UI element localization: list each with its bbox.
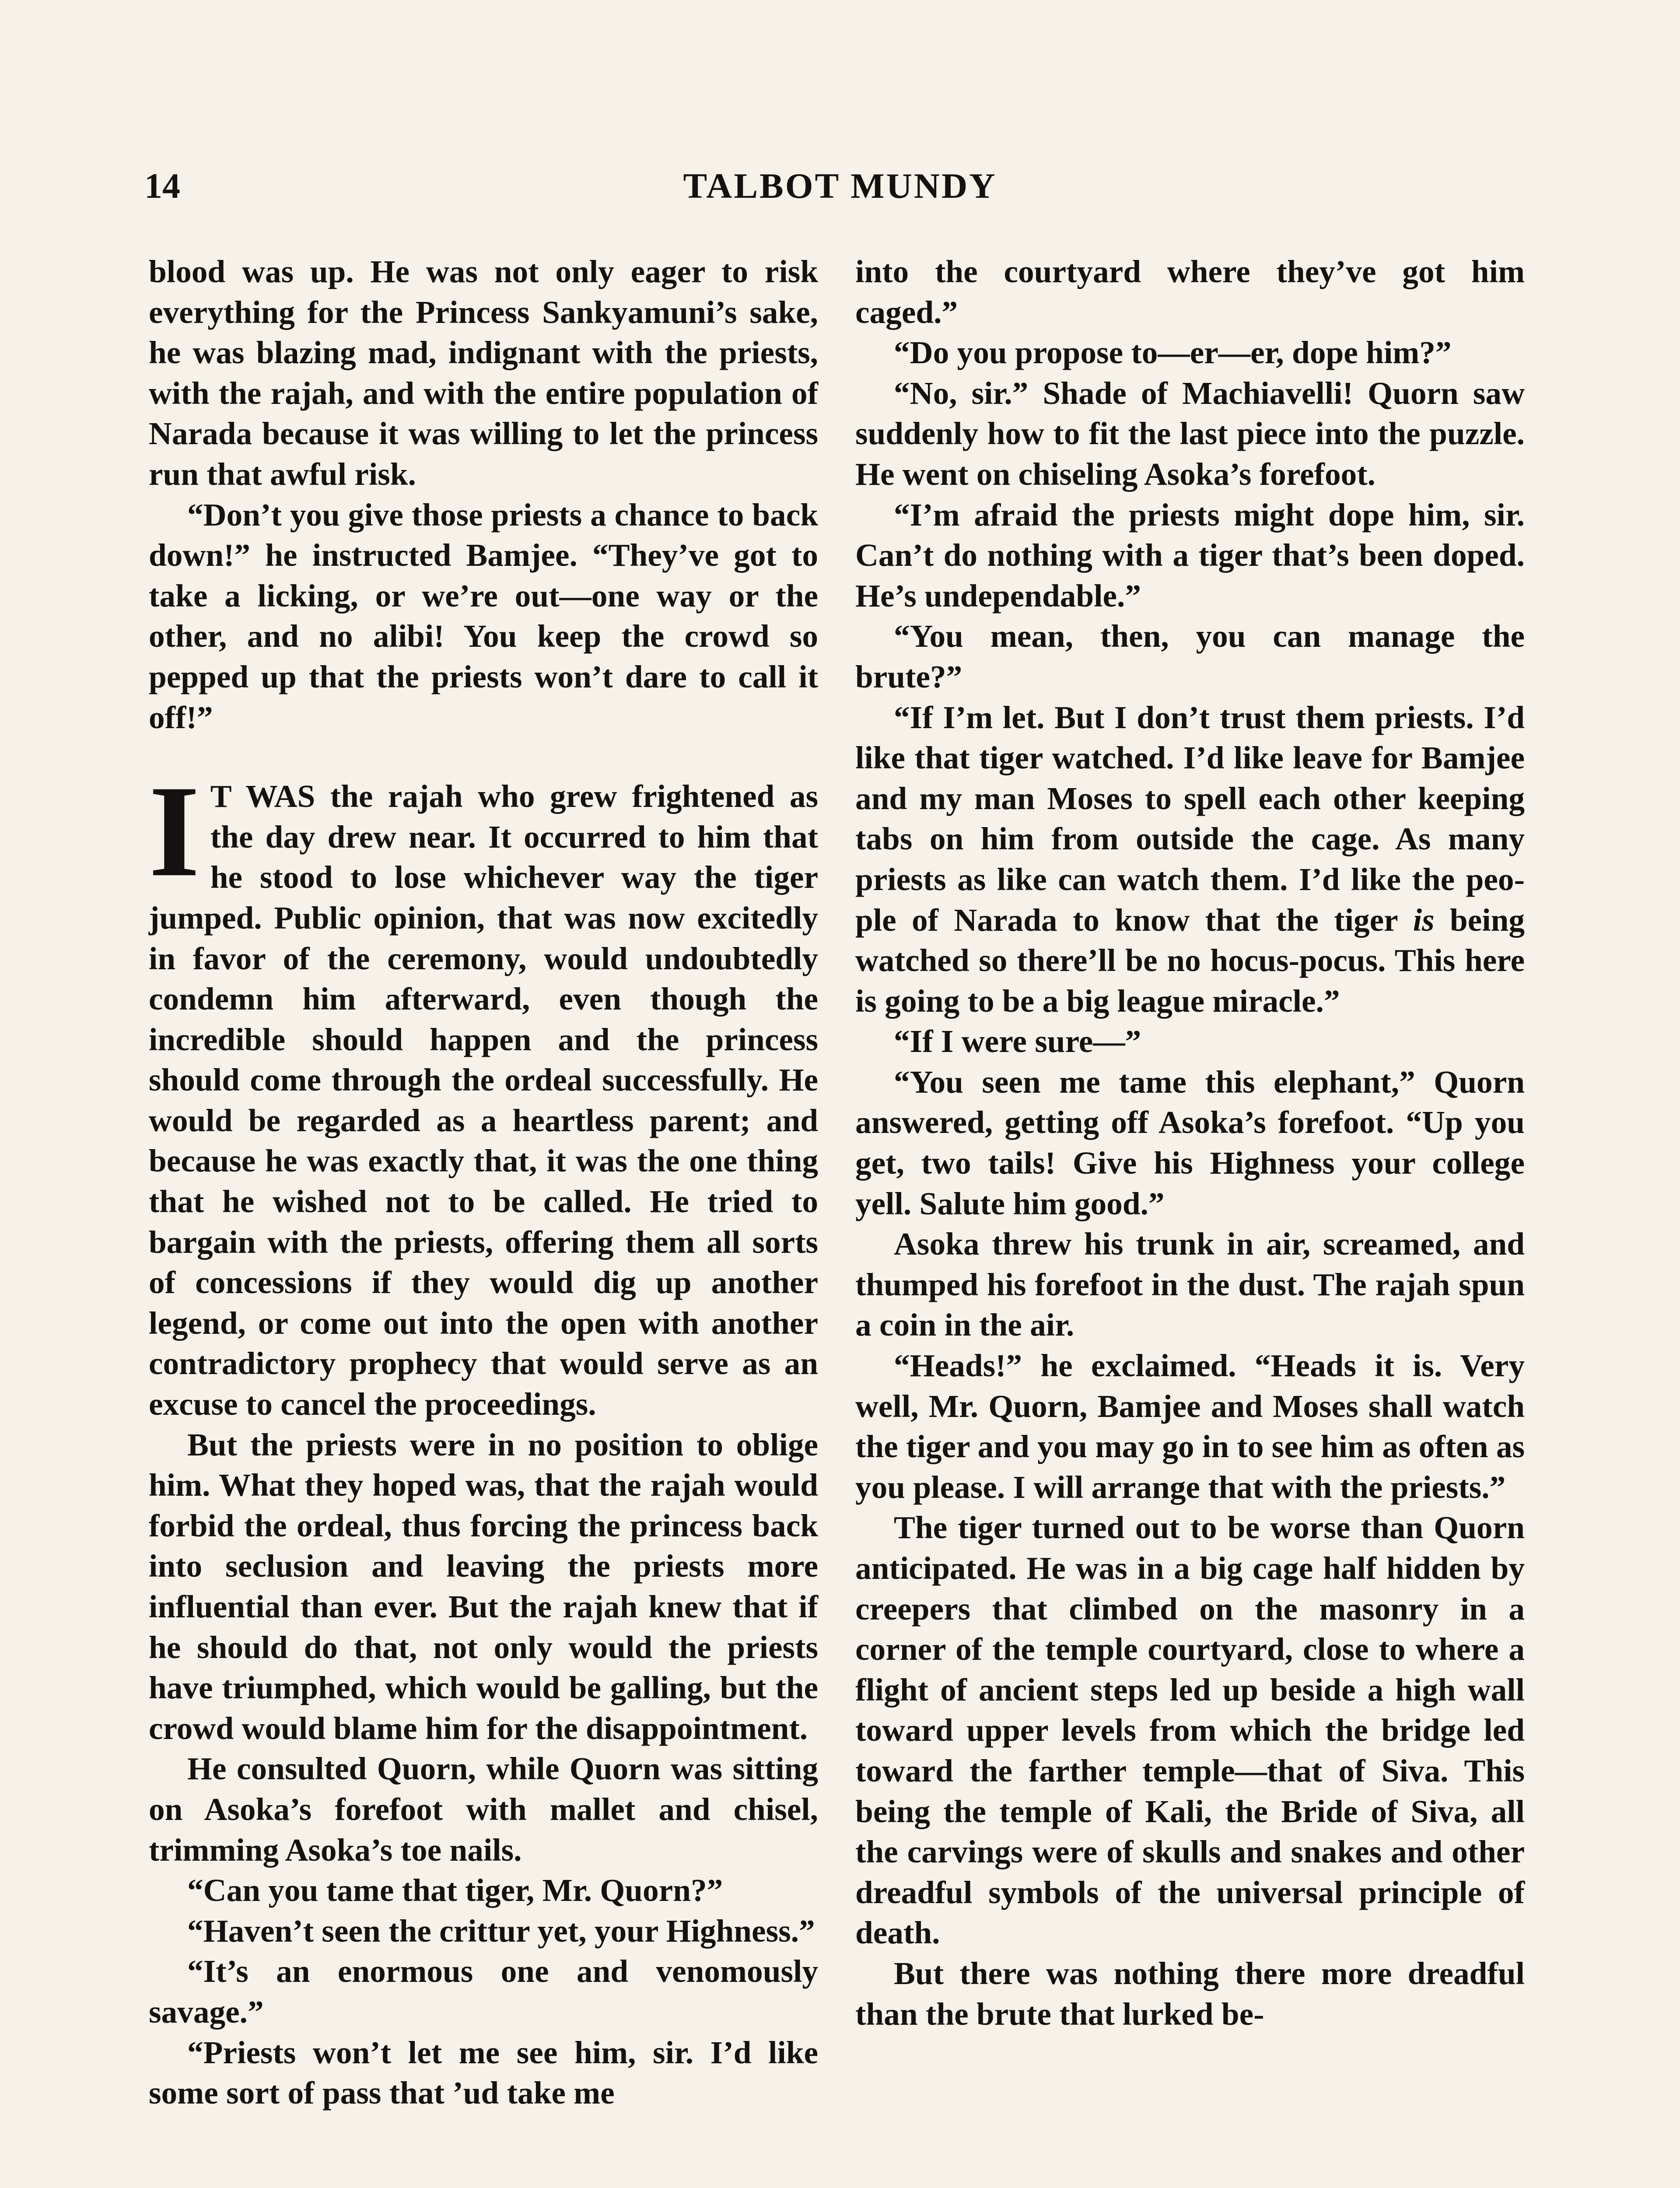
left-column [149,252,818,2114]
paragraph: “Don’t you give those priests a chance to back down!” he instructed Bamjee. “They’ve got to take a licking, or we’re out—one way or the other, and no alibi! You keep the crowd so pepped up that the priests won’t dare to call it off!” [149,497,818,735]
paragraph: “No, sir.” Shade of Machiavelli! Quorn saw suddenly how to fit the last piece into the puzzle. He went on chiseling Asoka’s forefoot. [855,375,1525,492]
paragraph-text: the rajah who grew frightened as the day drew near. It occurred to him that he stood to lose whichever way the tiger jumped. Public opinion, that was now excitedly in favor of the ceremony, would undoubtedly condemn him afterward, even though the incredible should happen and the princess should come through the ordeal successfully. He would be regarded as a heartless parent; and because he was exactly that, it was the one thing that he wished not to be called. He tried to bargain with the priests, offering them all sorts of concessions if they would dig up another legend, or come out into the open with another contradictory prophecy that would serve as an excuse to cancel the proceedings. [149,778,819,1422]
right-column [855,252,1525,2034]
paragraph: But the priests were in no position to oblige him. What they hoped was, that the rajah would forbid the ordeal, thus forcing the princess back into seclusion and leaving the priests more influential than ever. But the rajah knew that if he should do that, not only would the priests have triumphed, which would be galling, but the crowd would blame him for the disappointment. [149,1427,818,1746]
paragraph: “You mean, then, you can manage the brute?” [855,618,1525,694]
page-number: 14 [144,166,180,206]
paragraph: “Haven’t seen the crittur yet, your Highness.” [187,1913,815,1949]
paragraph: “You seen me tame this elephant,” Quorn answered, getting off Asoka’s forefoot. “Up you get, two tails! Give his Highness your college yell. Salute him good.” [855,1064,1525,1221]
paragraph: “It’s an enormous one and venomously savage.” [149,1953,818,2030]
paragraph: “Priests won’t let me see him, sir. I’d like some sort of pass that ’ud take me [149,2034,818,2111]
running-head: TALBOT MUNDY [683,166,997,206]
paragraph: “Heads!” he exclaimed. “Heads it is. Very well, Mr. Quorn, Bamjee and Moses shall watch the tiger and you may go in to see him as often as you please. I will arrange that with the priests.” [855,1348,1525,1505]
paragraph-text: “If I’m let. But I don’t trust them priests. I’d like that tiger watched. I’d like leave for Bamjee and my man Moses to spell each other keeping tabs on him from outside the cage. As many priests as like can watch them. I’d like the people of Narada to know that the tiger [855,699,1525,938]
paragraph-text: being watched so there’ll be no hocus-pocus. This here is going to be a big league miracle.” [855,902,1525,1019]
lead-in: T WAS [210,778,315,814]
paragraph: “If I were sure—” [894,1024,1141,1059]
paragraph: “I’m afraid the priests might dope him, sir. Can’t do nothing with a tiger that’s been doped. He’s undependable.” [855,497,1525,614]
paragraph: “Can you tame that tiger, Mr. Quorn?” [187,1872,723,1908]
paragraph [855,698,1525,1022]
section-opening-paragraph [149,758,819,1425]
paragraph: into the courtyard where they’ve got him caged.” [855,254,1525,330]
drop-cap: I [149,758,200,904]
paragraph: “Do you propose to—er—er, dope him?” [894,335,1452,371]
paragraph: The tiger turned out to be worse than Quorn anticipated. He was in a big cage half hidden by creepers that climbed on the masonry in a corner of the temple courtyard, close to where a flight of ancient steps led up beside a high wall toward upper levels from which the bridge led toward the farther temple—that of Siva. This being the temple of Kali, the Bride of Siva, all the carvings were of skulls and snakes and other dreadful symbols of the universal principle of death. [855,1510,1525,1951]
emphasis: is [1413,902,1435,938]
page-header [144,165,1536,214]
paragraph: He consulted Quorn, while Quorn was sitting on Asoka’s forefoot with mallet and chisel, trimming Asoka’s toe nails. [149,1751,818,1868]
paragraph: blood was up. He was not only eager to risk everything for the Princess Sankyamuni’s sake, he was blazing mad, indignant with the priests, with the rajah, and with the entire population of Narada because it was willing to let the princess run that awful risk. [149,254,818,492]
paragraph: Asoka threw his trunk in air, screamed, and thumped his forefoot in the dust. The rajah spun a coin in the air. [855,1226,1525,1343]
paragraph: But there was nothing there more dreadful than the brute that lurked be- [855,1955,1525,2032]
